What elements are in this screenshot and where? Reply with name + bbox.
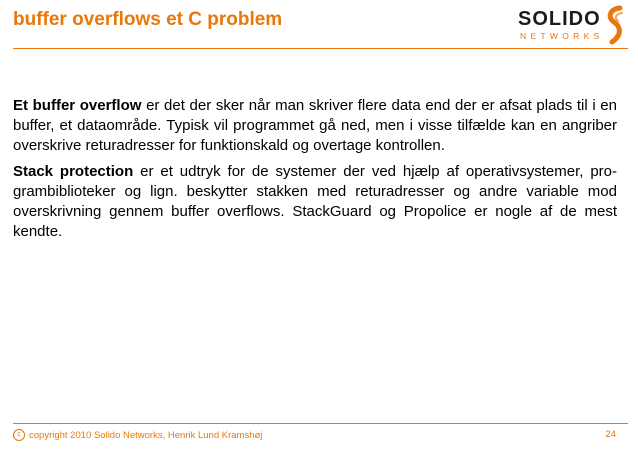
logo-swirl-icon	[602, 5, 628, 45]
copyright-text: copyright 2010 Solido Networks, Henrik Lund Kramshøj	[29, 429, 263, 441]
logo-wordmark: SOLIDO	[518, 8, 601, 30]
paragraph-text: er det der sker når man skriver flere data end der er afsat plads til i en buffer, et dataområde. Typisk vil programmet gå ned, men i visse tilfælde kan en angriber overskrive returadresser for funktionskald og overtage kontrollen.	[13, 97, 617, 154]
logo-subtitle: NETWORKS	[520, 31, 604, 41]
paragraph-buffer-overflow	[13, 96, 617, 156]
footer-copyright	[13, 429, 262, 441]
page-number: 24	[605, 429, 616, 440]
copyright-icon: c	[13, 429, 25, 441]
slide-title: buffer overflows et C problem	[13, 9, 283, 30]
footer-divider	[13, 423, 628, 424]
paragraph-lead: Et buffer overflow	[13, 97, 142, 114]
title-divider	[13, 48, 628, 49]
paragraph-text: er et udtryk for de systemer der ved hjælp af operativsystemer, pro-grambiblioteker og lign. beskytter stakken med returadresser og andre variable mod overskrivning gennem buffer overflows. StackGuard og Propolice er nogle af de mest kendte.	[13, 163, 617, 240]
slide-body	[13, 96, 617, 248]
paragraph-stack-protection	[13, 162, 617, 242]
solido-networks-logo	[518, 5, 630, 45]
paragraph-lead: Stack protection	[13, 163, 134, 180]
